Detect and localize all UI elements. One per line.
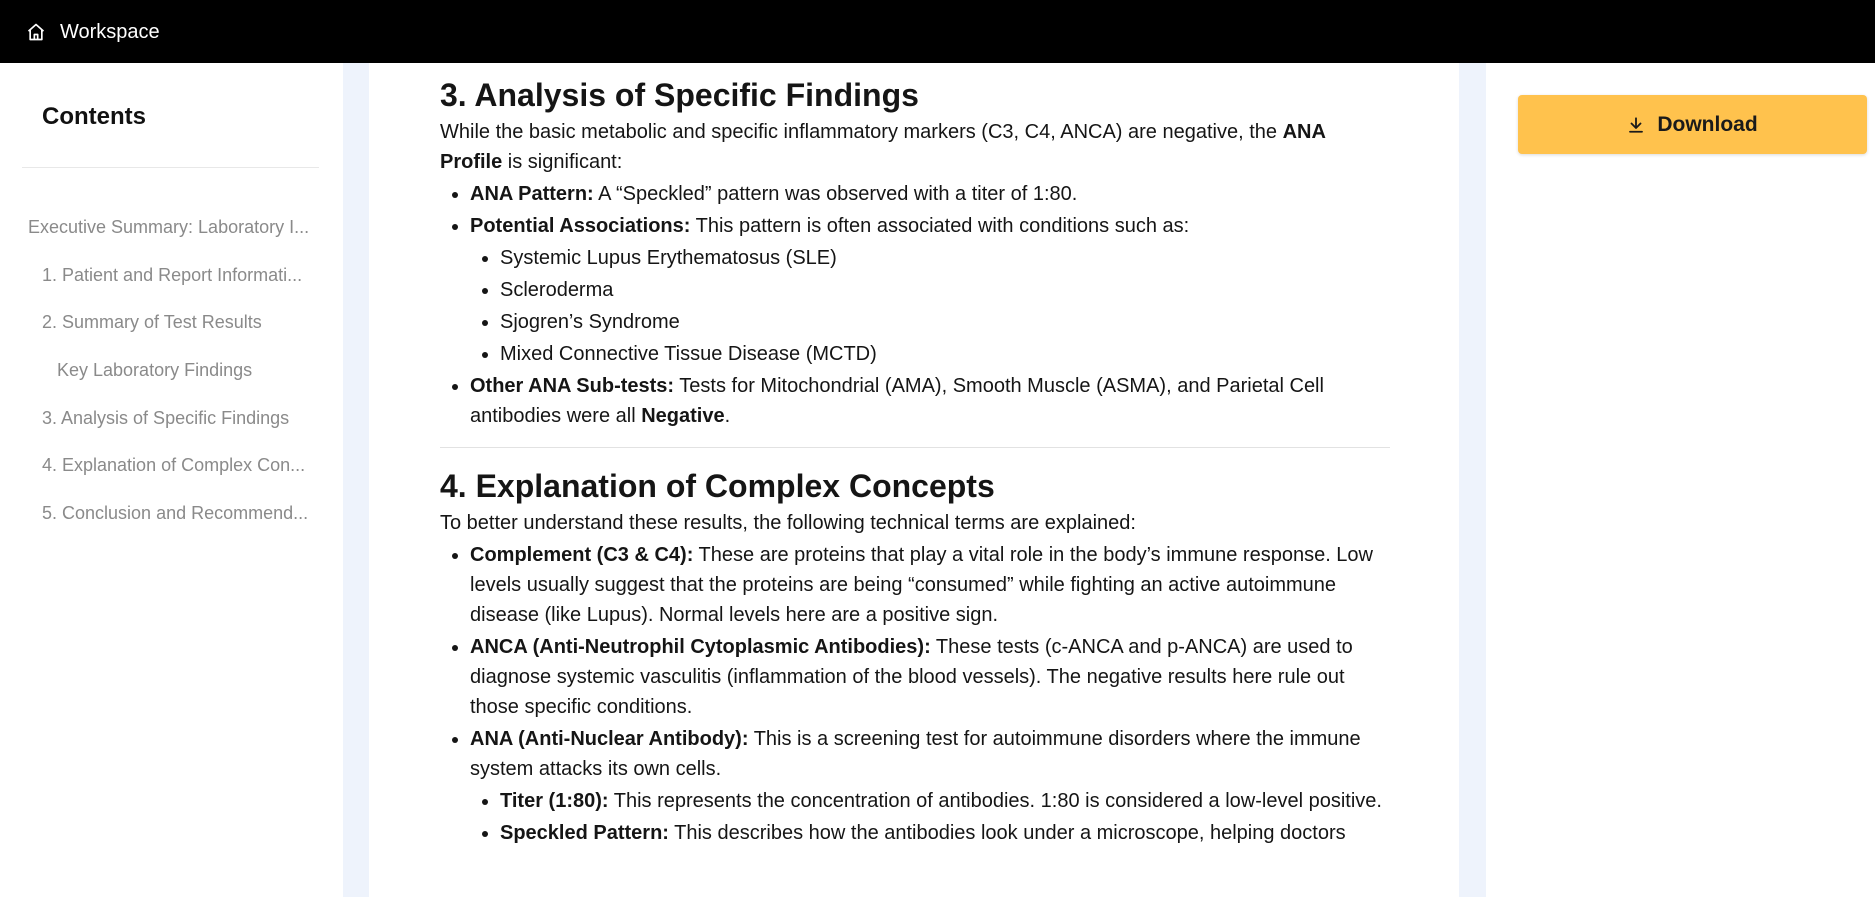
toc-title: Contents (42, 103, 146, 130)
toc-item-patient-info[interactable]: 1. Patient and Report Informati... (42, 264, 303, 285)
list-item: • Systemic Lupus Erythematosus (SLE) (500, 243, 1390, 273)
section-4-heading: 4. Explanation of Complex Concepts (440, 468, 995, 504)
toc-item-executive-summary[interactable]: Executive Summary: Laboratory I... (28, 217, 310, 238)
document-page[interactable] (369, 63, 1459, 897)
section-4-intro: To better understand these results, the following technical terms are explained: (440, 512, 1136, 534)
conditions-list (470, 243, 1390, 369)
toc-item-explanation[interactable]: 4. Explanation of Complex Con... (42, 455, 306, 476)
table-of-contents (0, 63, 343, 897)
section-divider (440, 447, 1390, 448)
list-item: • Mixed Connective Tissue Disease (MCTD) (500, 339, 1390, 369)
right-panel (1486, 63, 1875, 897)
list-item: • Complement (C3 & C4): These are proteins that play a vital role in the body’s immune response. Low levels usually suggest that the proteins are being “consumed” while fighting an active autoimmune disease (like Lupus). Normal levels here are a positive sign. (470, 540, 1390, 630)
list-item: • ANA Pattern: A “Speckled” pattern was observed with a titer of 1:80. (470, 179, 1390, 209)
list-item: • Titer (1:80): This represents the concentration of antibodies. 1:80 is considered a low-level positive. (500, 786, 1390, 816)
ana-sublist (470, 786, 1390, 848)
section-4-list (440, 540, 1390, 848)
toc-item-conclusion[interactable]: 5. Conclusion and Recommend... (42, 502, 309, 523)
section-3-heading: 3. Analysis of Specific Findings (440, 77, 919, 113)
download-button[interactable] (1518, 95, 1867, 154)
home-icon (26, 22, 46, 42)
list-item: • Scleroderma (500, 275, 1390, 305)
document-content (440, 73, 1390, 850)
list-item: • ANCA (Anti-Neutrophil Cytoplasmic Antibodies): These tests (c-ANCA and p-ANCA) are used to diagnose systemic vasculitis (inflammation of the blood vessels). The negative results here rule out those specific conditions. (470, 632, 1390, 722)
list-item: • Speckled Pattern: This describes how the antibodies look under a microscope, helping doctors (500, 818, 1390, 848)
download-label: Download (1657, 112, 1758, 136)
toc-item-summary-results[interactable]: 2. Summary of Test Results (42, 312, 262, 333)
download-icon (1627, 116, 1645, 134)
list-item: • ANA (Anti-Nuclear Antibody): This is a screening test for autoimmune disorders where the immune system attacks its own cells. • Titer (1:80): This represents the concentration of antibodies. 1:80 is considered a low-level positive. • Speckled Pattern: This describes how the antibodies look under a microscope, helping doctors (470, 724, 1390, 848)
list-item: • Other ANA Sub-tests: Tests for Mitochondrial (AMA), Smooth Muscle (ASMA), and Parietal Cell antibodies were all Negative. (470, 371, 1390, 431)
toc-item-key-findings[interactable]: Key Laboratory Findings (57, 360, 253, 381)
section-3-list (440, 179, 1390, 431)
workspace-home-link[interactable] (26, 22, 160, 42)
workspace-label: Workspace (60, 20, 160, 43)
toc-item-analysis[interactable]: 3. Analysis of Specific Findings (42, 407, 290, 428)
top-bar (0, 0, 1875, 63)
list-item: • Potential Associations: This pattern is often associated with conditions such as: • Systemic Lupus Erythematosus (SLE) • Scleroderma • Sjogren’s Syndrome • Mixed Connective Tissue Disease (MCTD) (470, 211, 1390, 369)
toc-list (0, 204, 343, 537)
section-3-intro: While the basic metabolic and specific inflammatory markers (C3, C4, ANCA) are negative, the ANA Profile is significant: (440, 121, 1326, 173)
list-item: • Sjogren’s Syndrome (500, 307, 1390, 337)
toc-divider (22, 167, 319, 168)
